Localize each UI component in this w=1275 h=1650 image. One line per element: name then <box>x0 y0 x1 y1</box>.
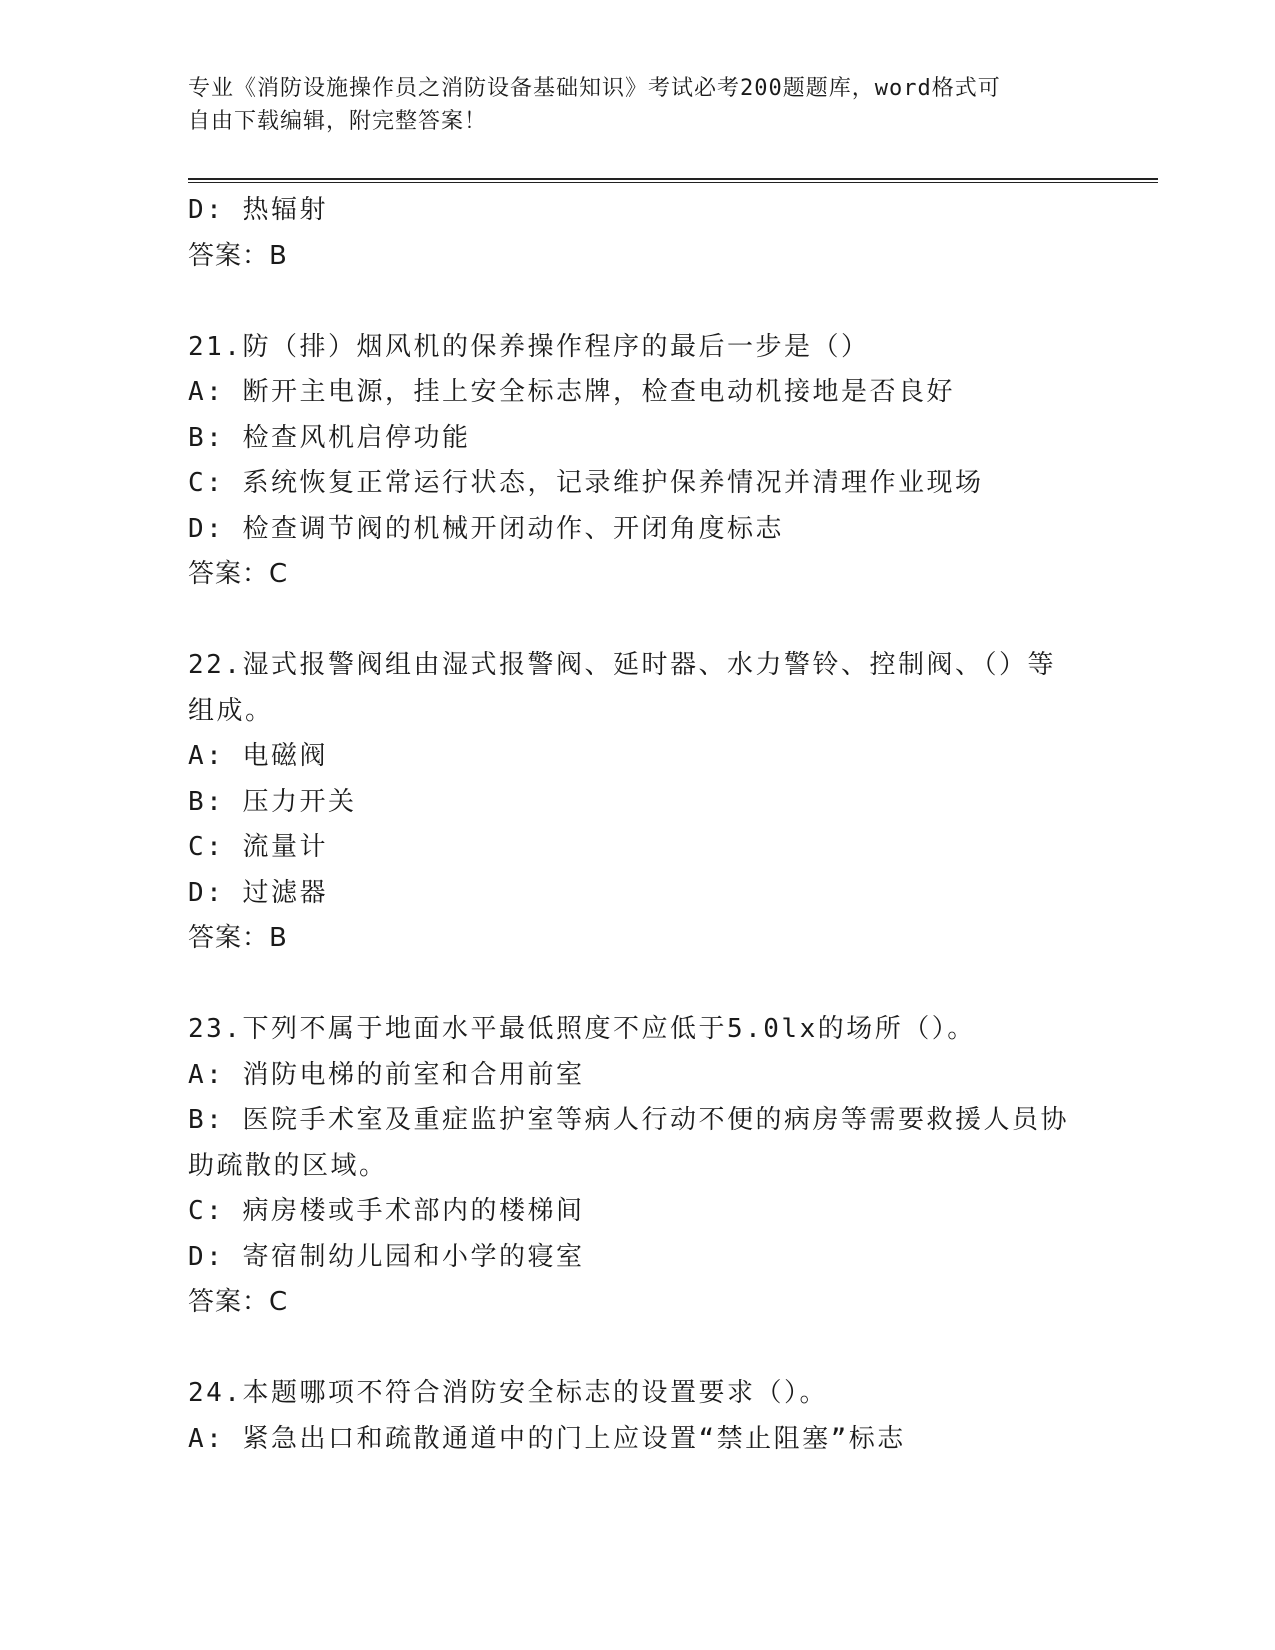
question-spacer <box>188 598 1088 644</box>
question-list <box>188 279 1088 1462</box>
question-stem: 组成。 <box>188 695 274 726</box>
header-line-2: 自由下载编辑，附完整答案！ <box>188 109 488 134</box>
option-line: B: 医院手术室及重症监护室等病人行动不便的病房等需要救援人员协 <box>188 1105 1069 1135</box>
header-line-1: 专业《消防设施操作员之消防设备基础知识》考试必考200题题库，word格式可 <box>188 76 1001 101</box>
answer-line: 答案：C <box>188 559 289 589</box>
question-stem: 24.本题哪项不符合消防安全标志的设置要求（）。 <box>188 1378 828 1408</box>
document-body <box>188 188 1088 1462</box>
question-stem: 23.下列不属于地面水平最低照度不应低于5.0lx的场所（）。 <box>188 1014 976 1044</box>
answer-line: 答案：B <box>188 240 288 271</box>
option-line: 助疏散的区域。 <box>188 1150 388 1181</box>
option-line: D: 过滤器 <box>188 877 328 908</box>
question-spacer <box>188 1326 1088 1372</box>
option-line: C: 系统恢复正常运行状态，记录维护保养情况并清理作业现场 <box>188 468 984 498</box>
question-spacer <box>188 279 1088 325</box>
option-line: A: 消防电梯的前室和合用前室 <box>188 1059 585 1090</box>
option-line: C: 流量计 <box>188 832 328 862</box>
answer-line: 答案：B <box>188 923 288 953</box>
option-line: B: 检查风机启停功能 <box>188 422 471 453</box>
answer-line: 答案：C <box>188 1287 289 1317</box>
question-block <box>188 643 1088 962</box>
question-block <box>188 1007 1088 1326</box>
option-line: A: 紧急出口和疏散通道中的门上应设置“禁止阻塞”标志 <box>188 1423 906 1454</box>
option-line: B: 压力开关 <box>188 786 357 817</box>
option-line: C: 病房楼或手术部内的楼梯间 <box>188 1196 585 1226</box>
option-line: A: 电磁阀 <box>188 741 328 771</box>
option-line: D: 寄宿制幼儿园和小学的寝室 <box>188 1241 585 1272</box>
header-divider <box>188 178 1158 183</box>
question-stem: 22.湿式报警阀组由湿式报警阀、延时器、水力警铃、控制阀、（）等 <box>188 650 1056 680</box>
question-stem: 21.防（排）烟风机的保养操作程序的最后一步是（） <box>188 331 870 362</box>
question-block <box>188 1371 1088 1462</box>
option-d: D: 热辐射 <box>188 195 328 225</box>
question-block <box>188 325 1088 598</box>
document-header <box>188 72 1088 138</box>
option-line: D: 检查调节阀的机械开闭动作、开闭角度标志 <box>188 513 784 544</box>
partial-question <box>188 188 1088 279</box>
option-line: A: 断开主电源，挂上安全标志牌，检查电动机接地是否良好 <box>188 377 955 407</box>
question-spacer <box>188 962 1088 1008</box>
